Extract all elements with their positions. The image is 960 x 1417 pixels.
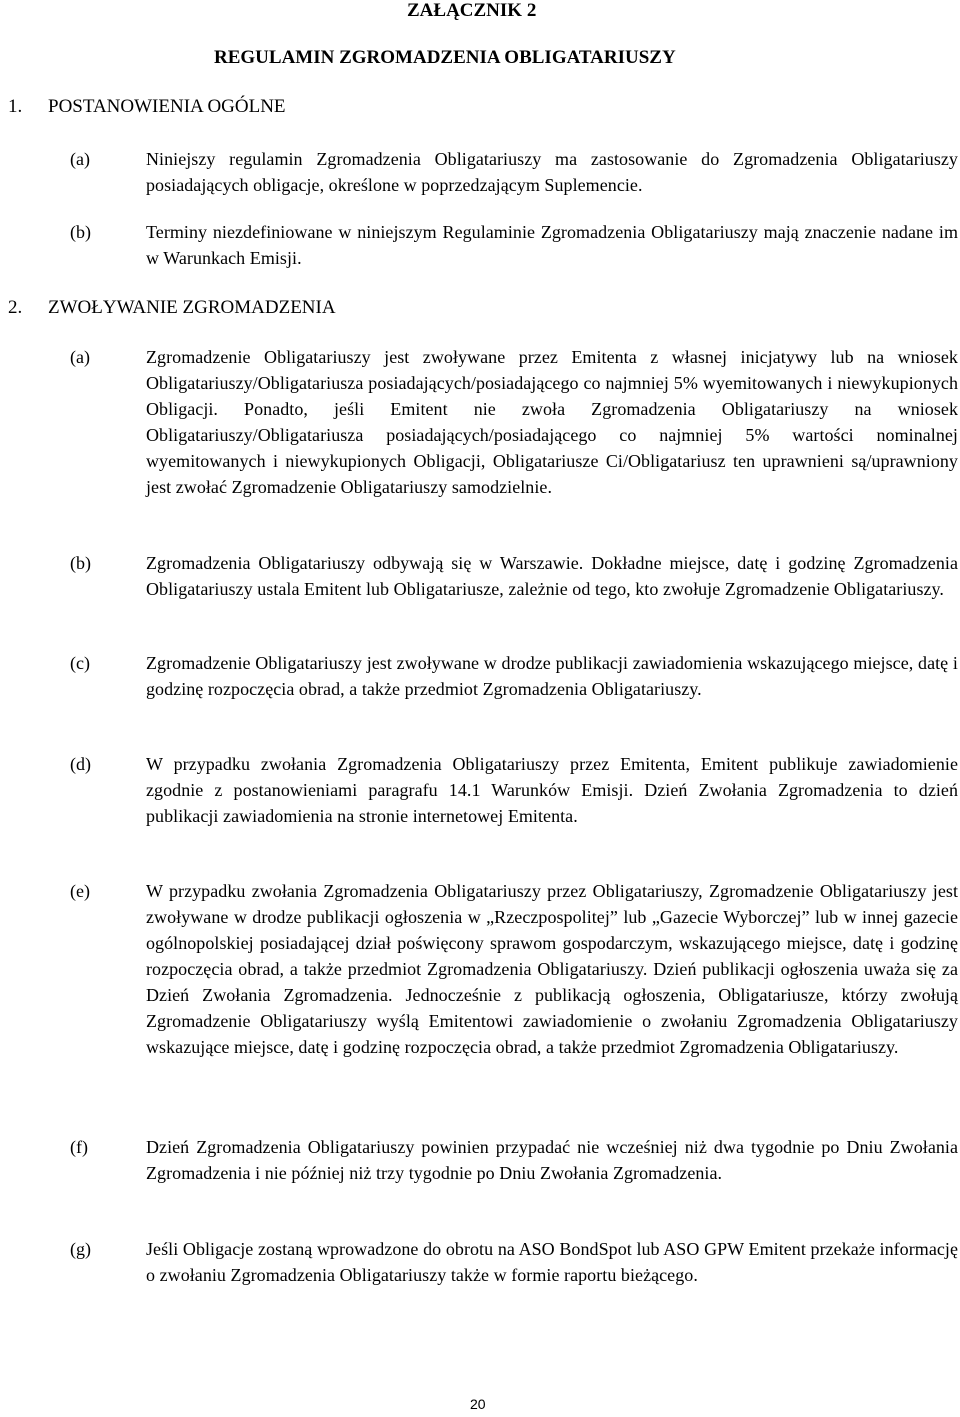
paragraph-2d — [70, 751, 960, 829]
section-heading-1 — [8, 96, 286, 118]
paragraph-2b — [70, 550, 960, 602]
paragraph-1a — [70, 146, 960, 198]
section-heading-2 — [8, 297, 336, 319]
paragraph-text: Zgromadzenie Obligatariuszy jest zwoływane w drodze publikacji zawiadomienia wskazującego miejsce, datę i godzinę rozpoczęcia obrad, a także przedmiot Zgromadzenia Obligatariuszy. — [146, 653, 958, 699]
paragraph-2e — [70, 878, 960, 1060]
section-title: POSTANOWIENIA OGÓLNE — [48, 96, 286, 117]
regulation-title: REGULAMIN ZGROMADZENIA OBLIGATARIUSZY — [214, 47, 676, 68]
section-number: 2. — [8, 297, 23, 318]
paragraph-text: W przypadku zwołania Zgromadzenia Obligatariuszy przez Obligatariuszy, Zgromadzenie Obligatariuszy jest zwoływane w drodze publikacji ogłoszenia w „Rzeczpospolitej” lub „Gazecie Wyborczej” lub w innej gazecie ogólnopolskiej posiadającej dział poświęcony sprawom gospodarczym, wskazującego miejsce, datę i godzinę rozpoczęcia obrad, a także przedmiot Zgromadzenia Obligatariuszy. Dzień publikacji ogłoszenia uważa się za Dzień Zwołania Zgromadzenia. Jednocześnie z publikacją ogłoszenia, Obligatariusze, którzy zwołują Zgromadzenie Obligatariuszy wyślą Emitentowi zawiadomienie o zwołaniu Zgromadzenia Obligatariuszy wskazujące miejsce, datę i godzinę rozpoczęcia obrad, a także przedmiot Zgromadzenia Obligatariuszy. — [146, 881, 958, 1057]
paragraph-label: (g) — [70, 1239, 91, 1259]
paragraph-1b — [70, 219, 960, 271]
paragraph-label: (a) — [70, 149, 90, 169]
paragraph-label: (e) — [70, 881, 90, 901]
paragraph-label: (f) — [70, 1137, 88, 1157]
paragraph-label: (d) — [70, 754, 91, 774]
paragraph-text: Zgromadzenie Obligatariuszy jest zwoływane przez Emitenta z własnej inicjatywy lub na wniosek Obligatariuszy/Obligatariusza posiadających/posiadającego co najmniej 5% wyemitowanych i niewykupionych Obligacji. Ponadto, jeśli Emitent nie zwoła Zgromadzenia Obligatariuszy na wniosek Obligatariuszy/Obligatariusza posiadających/posiadającego co najmniej 5% wartości nominalnej wyemitowanych i niewykupionych Obligacji, Obligatariusze Ci/Obligatariusz ten uprawnieni są/uprawniony jest zwołać Zgromadzenie Obligatariuszy samodzielnie. — [146, 347, 958, 497]
paragraph-text: W przypadku zwołania Zgromadzenia Obligatariuszy przez Emitenta, Emitent publikuje zawiadomienie zgodnie z postanowieniami paragrafu 14.1 Warunków Emisji. Dzień Zwołania Zgromadzenia to dzień publikacji zawiadomienia na stronie internetowej Emitenta. — [146, 754, 958, 826]
paragraph-label: (c) — [70, 653, 90, 673]
paragraph-text: Terminy niezdefiniowane w niniejszym Regulaminie Zgromadzenia Obligatariuszy mają znaczenie nadane im w Warunkach Emisji. — [146, 222, 958, 268]
section-number: 1. — [8, 96, 23, 117]
paragraph-text: Zgromadzenia Obligatariuszy odbywają się w Warszawie. Dokładne miejsce, datę i godzinę Zgromadzenia Obligatariuszy ustala Emitent lub Obligatariusze, zależnie od tego, kto zwołuje Zgromadzenie Obligatariuszy. — [146, 553, 958, 599]
paragraph-text: Niniejszy regulamin Zgromadzenia Obligatariuszy ma zastosowanie do Zgromadzenia Obligatariuszy posiadających obligacje, określone w poprzedzającym Suplemencie. — [146, 149, 958, 195]
paragraph-label: (a) — [70, 347, 90, 367]
paragraph-2c — [70, 650, 960, 702]
paragraph-2a — [70, 344, 960, 500]
annex-title: ZAŁĄCZNIK 2 — [407, 0, 537, 21]
paragraph-text: Dzień Zgromadzenia Obligatariuszy powinien przypadać nie wcześniej niż dwa tygodnie po Dniu Zwołania Zgromadzenia i nie później niż trzy tygodnie po Dniu Zwołania Zgromadzenia. — [146, 1137, 958, 1183]
paragraph-label: (b) — [70, 553, 91, 573]
page-number: 20 — [470, 1396, 486, 1412]
paragraph-label: (b) — [70, 222, 91, 242]
paragraph-text: Jeśli Obligacje zostaną wprowadzone do obrotu na ASO BondSpot lub ASO GPW Emitent przekaże informację o zwołaniu Zgromadzenia Obligatariuszy także w formie raportu bieżącego. — [146, 1239, 958, 1285]
section-title: ZWOŁYWANIE ZGROMADZENIA — [48, 297, 336, 318]
paragraph-2f — [70, 1134, 960, 1186]
paragraph-2g — [70, 1236, 960, 1288]
